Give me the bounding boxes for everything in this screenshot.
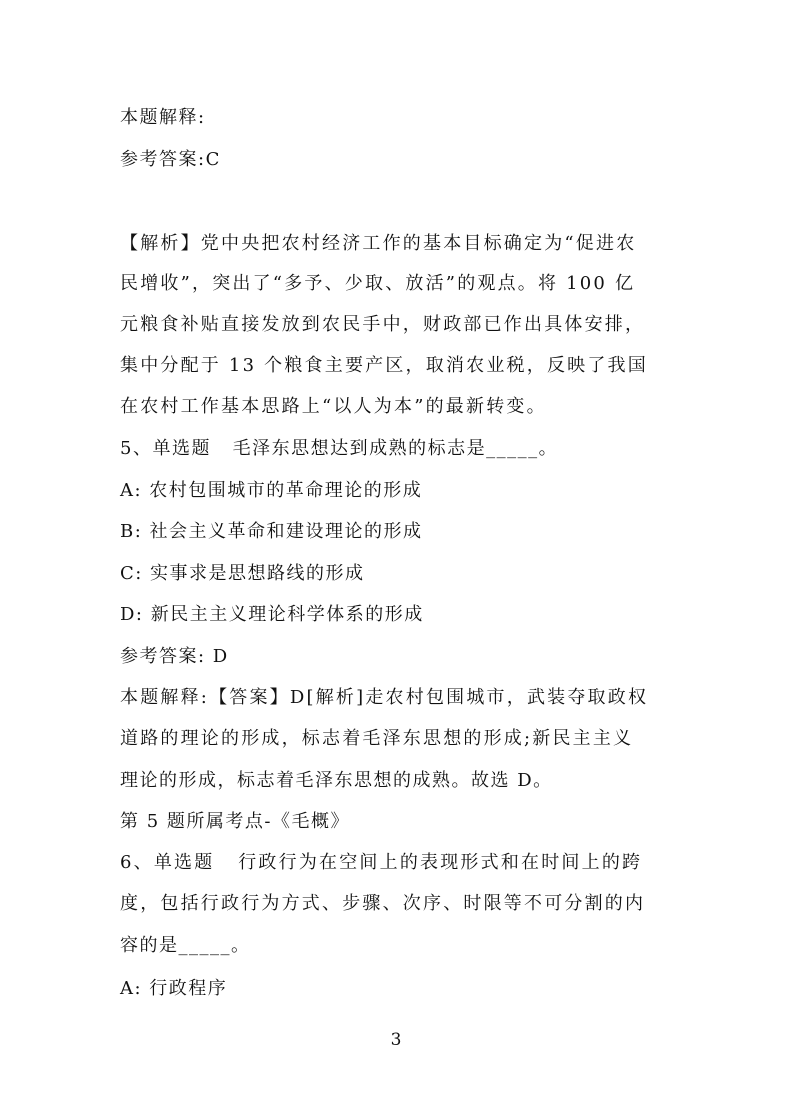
explanation-label: 本题解释: xyxy=(120,107,206,128)
question-5-explanation-3: 理论的形成，标志着毛泽东思想的成熟。故选 D。 xyxy=(120,770,553,791)
question-5-option-d: D: 新民主主义理论科学体系的形成 xyxy=(120,604,424,625)
page-number: 3 xyxy=(390,1030,402,1050)
analysis-line-4: 集中分配于 13 个粮食主要产区，取消农业税，反映了我国 xyxy=(120,355,648,376)
question-6-stem-2: 度，包括行政行为方式、步骤、次序、时限等不可分割的内 xyxy=(120,893,646,914)
question-5-option-a: A: 农村包围城市的革命理论的形成 xyxy=(120,480,423,501)
analysis-line-3: 元粮食补贴直接发放到农民手中，财政部已作出具体安排， xyxy=(120,314,646,335)
answer-line: 参考答案:C xyxy=(120,149,221,170)
question-5-explanation-1: 本题解释:【答案】D[解析]走农村包围城市，武装夺取政权 xyxy=(120,687,649,708)
question-5-option-b: B: 社会主义革命和建设理论的形成 xyxy=(120,521,423,542)
question-6-stem-3: 容的是_____。 xyxy=(120,935,251,956)
question-6-option-a: A: 行政程序 xyxy=(120,978,228,999)
question-6-stem-1: 6、单选题 行政行为在空间上的表现形式和在时间上的跨 xyxy=(120,852,643,873)
question-5-answer: 参考答案: D xyxy=(120,646,229,667)
question-5-stem: 5、单选题 毛泽东思想达到成熟的标志是_____。 xyxy=(120,438,559,459)
question-5-explanation-2: 道路的理论的形成，标志着毛泽东思想的形成;新民主主义 xyxy=(120,728,634,749)
question-5-topic: 第 5 题所属考点-《毛概》 xyxy=(120,811,350,832)
analysis-line-5: 在农村工作基本思路上“以人为本”的最新转变。 xyxy=(120,396,547,417)
question-5-option-c: C: 实事求是思想路线的形成 xyxy=(120,563,365,584)
analysis-line-1: 【解析】党中央把农村经济工作的基本目标确定为“促进农 xyxy=(120,233,637,254)
analysis-line-2: 民增收”，突出了“多予、少取、放活”的观点。将 100 亿 xyxy=(120,273,636,294)
